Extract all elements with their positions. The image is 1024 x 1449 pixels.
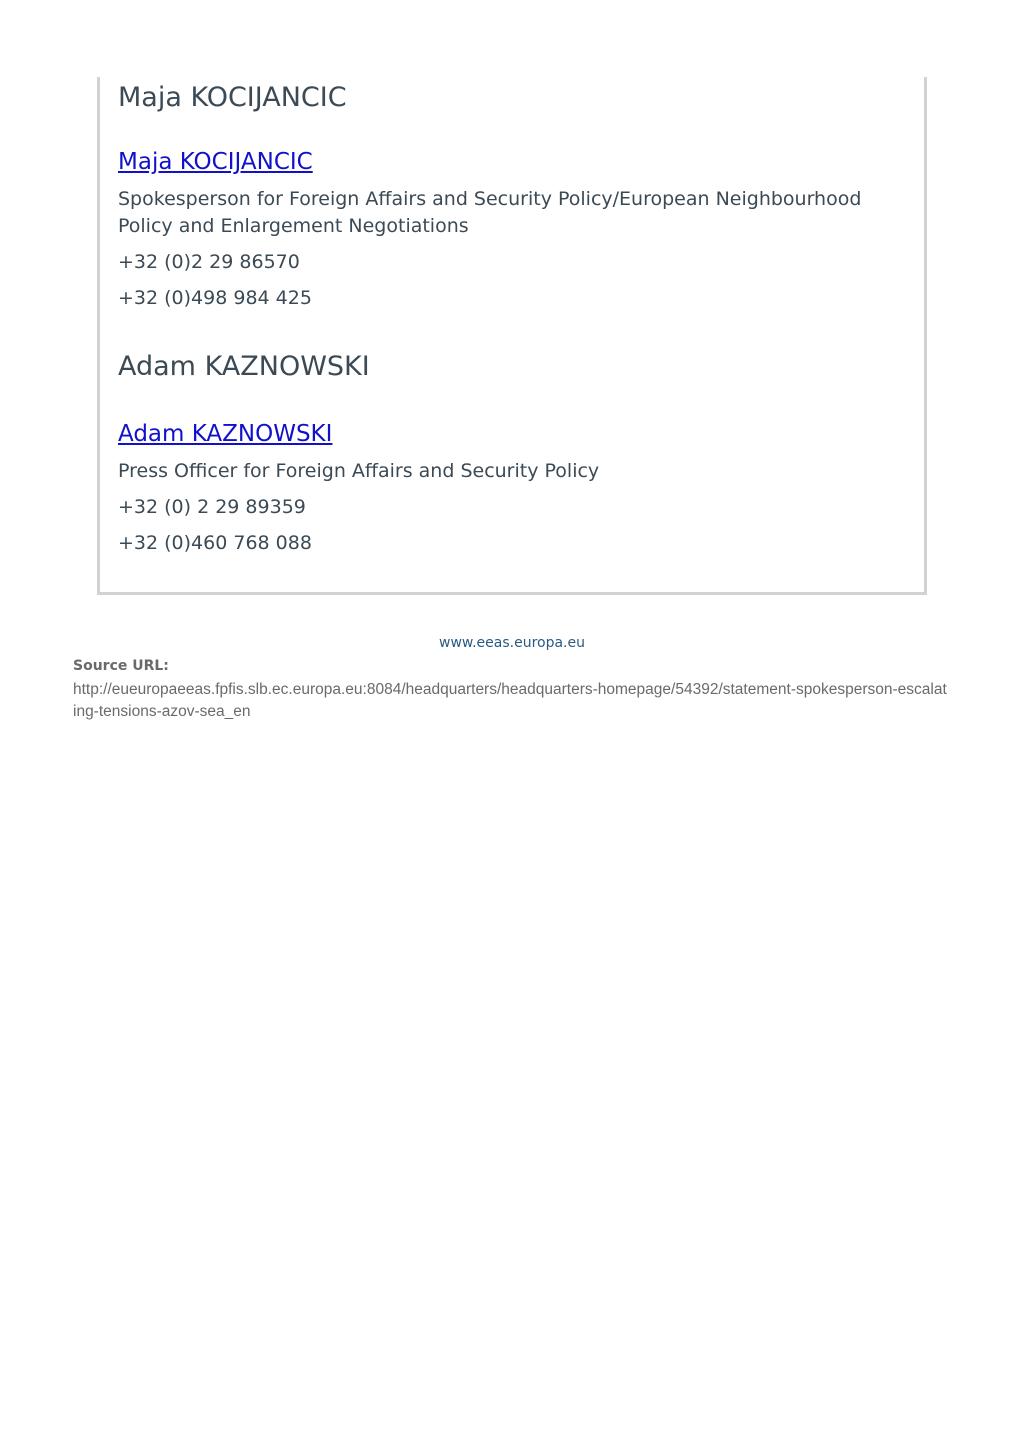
source-label: Source URL: xyxy=(73,658,169,674)
contact-card-kaznowski xyxy=(118,350,878,557)
contact-name-link[interactable]: Maja KOCIJANCIC xyxy=(118,149,313,175)
contact-name-link[interactable]: Adam KAZNOWSKI xyxy=(118,421,333,447)
contact-heading: Adam KAZNOWSKI xyxy=(118,351,370,382)
contact-phone-mobile: +32 (0)460 768 088 xyxy=(118,532,312,554)
contact-phone-office: +32 (0) 2 29 89359 xyxy=(118,496,306,518)
contact-phone-office: +32 (0)2 29 86570 xyxy=(118,251,300,273)
contact-heading: Maja KOCIJANCIC xyxy=(118,82,347,113)
contact-phone-mobile: +32 (0)498 984 425 xyxy=(118,287,312,309)
site-link[interactable]: www.eeas.europa.eu xyxy=(439,635,585,651)
source-url: http://eueuropaeeas.fpfis.slb.ec.europa.eu:8084/headquarters/headquarters-homepage/54392/statement-spokesperson-escalating-tensions-azov-sea_en xyxy=(73,681,947,720)
contact-role: Press Officer for Foreign Affairs and Security Policy xyxy=(118,460,600,482)
contact-role: Spokesperson for Foreign Affairs and Security Policy/European Neighbourhood Policy and Enlargement Negotiations xyxy=(118,188,862,237)
contact-card-kocijancic xyxy=(118,81,878,312)
